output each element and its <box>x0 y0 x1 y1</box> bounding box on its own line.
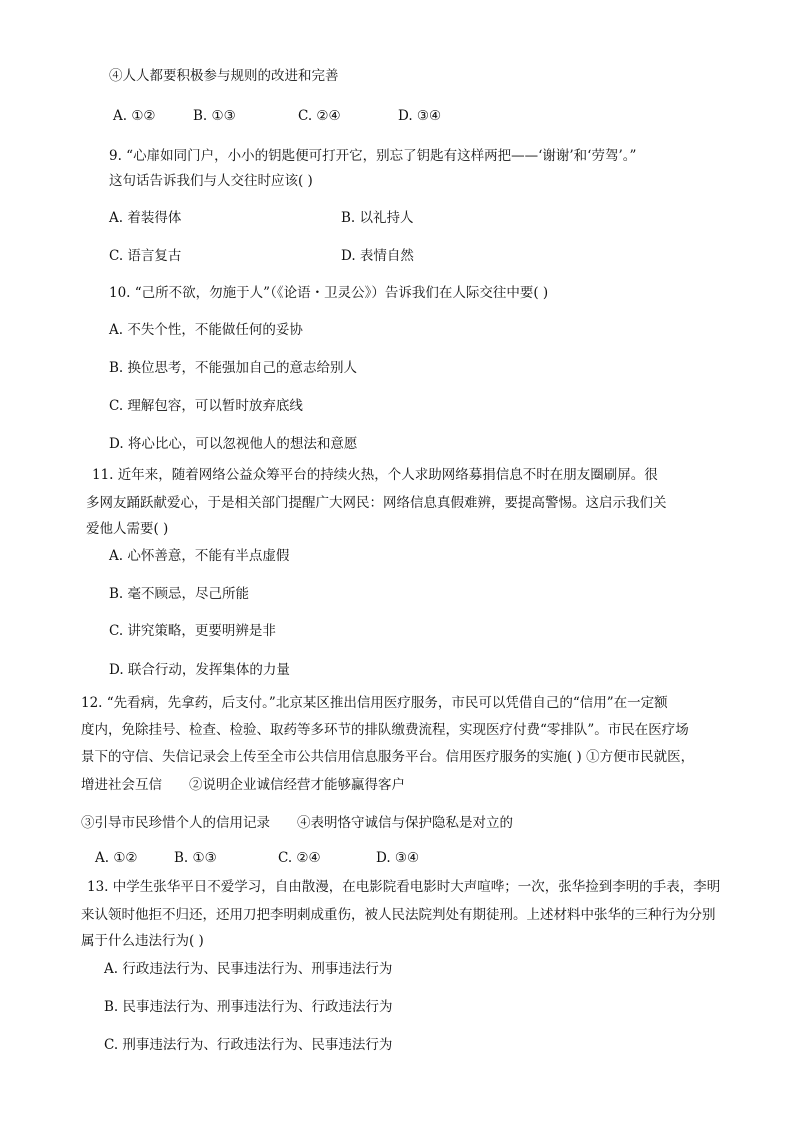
q10-option-d: D. 将心比心，可以忽视他人的想法和意愿 <box>109 436 358 452</box>
q12-stem-line-2: 度内，免除挂号、检查、检验、取药等多环节的排队缴费流程，实现医疗付费“零排队”。市民在医疗场 <box>81 722 689 738</box>
q11-option-c: C. 讲究策略，更要明辨是非 <box>109 623 276 639</box>
q12-option-a: A. ①② <box>95 850 138 866</box>
q13-stem-line-3: 属于什么违法行为( ) <box>81 933 204 949</box>
q13-option-b: B. 民事违法行为、刑事违法行为、行政违法行为 <box>104 999 393 1015</box>
q13-option-a: A. 行政违法行为、民事违法行为、刑事违法行为 <box>104 961 393 977</box>
q12-option-c: C. ②④ <box>278 850 321 866</box>
q9-option-c: C. 语言复古 <box>109 248 182 264</box>
q9-option-b: B. 以礼持人 <box>341 210 414 226</box>
q10-option-b: B. 换位思考，不能强加自己的意志给别人 <box>109 360 358 376</box>
q9-stem-line-2: 这句话告诉我们与人交往时应该( ) <box>109 173 313 189</box>
q11-option-a: A. 心怀善意，不能有半点虚假 <box>109 548 290 564</box>
q11-option-d: D. 联合行动，发挥集体的力量 <box>109 662 290 678</box>
q11-stem-line-2: 多网友踊跃献爱心，于是相关部门提醒广大网民：网络信息真假难辨，要提高警惕。这启示我们关 <box>86 495 667 511</box>
q11-stem-line-3: 爱他人需要( ) <box>86 521 169 537</box>
q12-stem-line-4: 增进社会互信 ②说明企业诚信经营才能够赢得客户 <box>81 777 405 793</box>
q8-option-b: B. ①③ <box>193 108 236 124</box>
q9-option-d: D. 表情自然 <box>341 248 414 264</box>
q8-item-4: ④人人都要积极参与规则的改进和完善 <box>109 68 339 84</box>
q9-option-a: A. 着装得体 <box>109 210 182 226</box>
q12-option-b: B. ①③ <box>174 850 217 866</box>
q11-stem-line-1: 11. 近年来，随着网络公益众筹平台的持续火热，个人求助网络募捐信息不时在朋友圈刷屏。很 <box>92 467 658 483</box>
q13-option-c: C. 刑事违法行为、行政违法行为、民事违法行为 <box>104 1037 393 1053</box>
q10-option-c: C. 理解包容，可以暂时放弃底线 <box>109 398 303 414</box>
q12-stem-line-5: ③引导市民珍惜个人的信用记录 ④表明恪守诚信与保护隐私是对立的 <box>81 815 513 831</box>
q12-option-d: D. ③④ <box>376 850 420 866</box>
q8-option-d: D. ③④ <box>398 108 442 124</box>
q10-option-a: A. 不失个性，不能做任何的妥协 <box>109 322 303 338</box>
q12-stem-line-3: 景下的守信、失信记录会上传至全市公共信用信息服务平台。信用医疗服务的实施( ) ①方便市民就医， <box>81 749 695 765</box>
q8-option-a: A. ①② <box>113 108 156 124</box>
q10-stem: 10. “己所不欲，勿施于人”（《论语・卫灵公》）告诉我们在人际交往中要( ) <box>109 285 549 301</box>
q8-option-c: C. ②④ <box>298 108 341 124</box>
q13-stem-line-1: 13. 中学生张华平日不爱学习，自由散漫，在电影院看电影时大声喧哗；一次，张华捡到李明的手表，李明 <box>87 879 721 895</box>
q9-stem-line-1: 9. “心扉如同门户，小小的钥匙便可打开它，别忘了钥匙有这样两把——‘谢谢’和‘劳驾’。” <box>109 148 637 164</box>
q12-stem-line-1: 12. “先看病，先拿药，后支付。”北京某区推出信用医疗服务，市民可以凭借自己的“信用”在一定额 <box>81 695 668 711</box>
q13-stem-line-2: 来认领时他拒不归还，还用刀把李明刺成重伤，被人民法院判处有期徒刑。上述材料中张华的三种行为分别 <box>81 907 716 923</box>
q11-option-b: B. 毫不顾忌，尽己所能 <box>109 586 250 602</box>
